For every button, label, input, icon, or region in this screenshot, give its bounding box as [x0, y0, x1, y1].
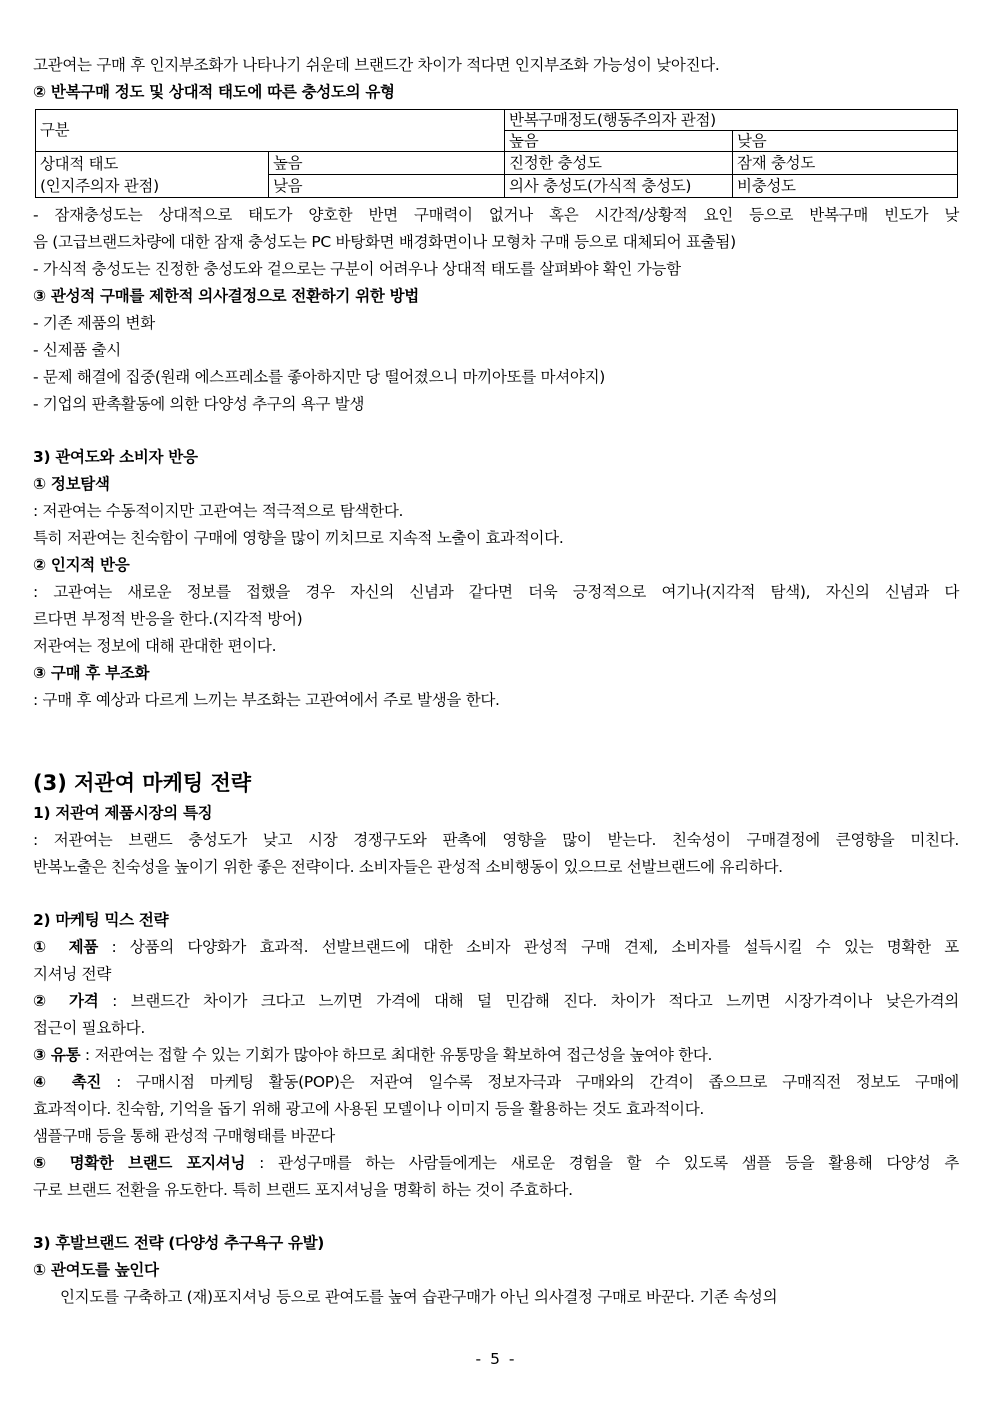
- list-item: - 신제품 출시: [33, 341, 121, 359]
- paragraph-line: [33, 1150, 959, 1177]
- paragraph-line: [33, 988, 959, 1015]
- subheading: ① 정보탐색: [33, 475, 110, 493]
- section-title: 2) 마케팅 믹스 전략: [33, 911, 169, 929]
- paragraph-line: - 가식적 충성도는 진정한 충성도와 겉으로는 구분이 어려우나 상대적 태도를 살펴봐야 확인 가능함: [33, 260, 681, 278]
- paragraph-line: 르다면 부정적 반응을 한다.(지각적 방어): [33, 610, 303, 628]
- paragraph-line: 샘플구매 등을 통해 관성적 구매형태를 바꾼다: [33, 1127, 335, 1145]
- item-text: : 구매시점 마케팅 활동(POP)은 저관여 일수록 정보자극과 구매와의 간격이 좁으므로 구매직전 정보도 구매에: [101, 1073, 959, 1091]
- subheading-loyalty-types: ② 반복구매 정도 및 상대적 태도에 따른 충성도의 유형: [33, 83, 395, 101]
- paragraph-line: : 구매 후 예상과 다르게 느끼는 부조화는 고관여에서 주로 발생을 한다.: [33, 691, 500, 709]
- table-row-high: 높음: [269, 152, 505, 175]
- item-text: : 관성구매를 하는 사람들에게는 새로운 경험을 할 수 있도록 샘플 등을 활용해 다양성 추: [245, 1154, 959, 1172]
- loyalty-table: [35, 109, 958, 198]
- paragraph-line: 접근이 필요하다.: [33, 1019, 145, 1037]
- attitude-label-line2: (인지주의자 관점): [40, 176, 159, 195]
- subheading: ② 인지적 반응: [33, 556, 130, 574]
- section-title: 3) 관여도와 소비자 반응: [33, 448, 198, 466]
- paragraph-line: 저관여는 정보에 대해 관대한 편이다.: [33, 637, 277, 655]
- paragraph-line: : 고관여는 새로운 정보를 접했을 경우 자신의 신념과 같다면 더욱 긍정적으로 여기나(지각적 탐색), 자신의 신념과 다: [33, 583, 959, 601]
- item-label: ④ 촉진: [33, 1073, 102, 1091]
- page-number: - 5 -: [475, 1350, 517, 1368]
- item-label: ① 제품: [33, 938, 98, 956]
- section-title: 3) 후발브랜드 전략 (다양성 추구욕구 유발): [33, 1234, 325, 1252]
- paragraph-line: [33, 934, 959, 961]
- item-label: ③ 유통: [33, 1046, 81, 1064]
- document-page: [33, 52, 959, 1311]
- paragraph-line: : 저관여는 수동적이지만 고관여는 적극적으로 탐색한다.: [33, 502, 404, 520]
- table-cell: 진정한 충성도: [505, 152, 733, 175]
- item-label: ② 가격: [33, 992, 99, 1010]
- table-header-high: 높음: [505, 131, 733, 152]
- table-row-label-attitude: [36, 152, 269, 198]
- paragraph-line: - 잠재충성도는 상대적으로 태도가 양호한 반면 구매력이 없거나 혹은 시간적/상황적 요인 등으로 반복구매 빈도가 낮: [33, 206, 959, 224]
- table-row-low: 낮음: [269, 175, 505, 198]
- chapter-title: (3) 저관여 마케팅 전략: [33, 771, 252, 795]
- paragraph-line: 구로 브랜드 전환을 유도한다. 특히 브랜드 포지셔닝을 명확히 하는 것이 주효하다.: [33, 1181, 573, 1199]
- paragraph-line: 특히 저관여는 친숙함이 구매에 영향을 많이 끼치므로 지속적 노출이 효과적이다.: [33, 529, 564, 547]
- subheading: ③ 구매 후 부조화: [33, 664, 150, 682]
- paragraph-line: [33, 1069, 959, 1096]
- paragraph-line: 고관여는 구매 후 인지부조화가 나타나기 쉬운데 브랜드간 차이가 적다면 인지부조화 가능성이 낮아진다.: [33, 56, 720, 74]
- paragraph-line: 반복노출은 친숙성을 높이기 위한 좋은 전략이다. 소비자들은 관성적 소비행동이 있으므로 선발브랜드에 유리하다.: [33, 858, 783, 876]
- paragraph-line: [33, 1042, 959, 1069]
- list-item: - 문제 해결에 집중(원래 에스프레소를 좋아하지만 당 떨어졌으니 마끼아또를 마셔야지): [33, 368, 605, 386]
- table-header-repurchase: 반복구매정도(행동주의자 관점): [505, 110, 958, 131]
- item-text: : 저관여는 접할 수 있는 기회가 많아야 하므로 최대한 유통망을 확보하여 접근성을 높여야 한다.: [80, 1046, 713, 1064]
- paragraph-line: 음 (고급브랜드차량에 대한 잠재 충성도는 PC 바탕화면 배경화면이나 모형차 구매 등으로 대체되어 표출됨): [33, 233, 736, 251]
- paragraph-line: 효과적이다. 친숙함, 기억을 돕기 위해 광고에 사용된 모델이나 이미지 등을 활용하는 것도 효과적이다.: [33, 1100, 705, 1118]
- paragraph-line: : 저관여는 브랜드 충성도가 낮고 시장 경쟁구도와 판촉에 영향을 많이 받는다. 친숙성이 구매결정에 큰영향을 미친다.: [33, 831, 959, 849]
- item-label: ⑤ 명확한 브랜드 포지셔닝: [33, 1154, 246, 1172]
- paragraph-line: 인지도를 구축하고 (재)포지셔닝 등으로 관여도를 높여 습관구매가 아닌 의사결정 구매로 바꾼다. 기존 속성의: [60, 1288, 778, 1306]
- list-item: - 기업의 판촉활동에 의한 다양성 추구의 욕구 발생: [33, 395, 365, 413]
- list-item: - 기존 제품의 변화: [33, 314, 155, 332]
- table-header-category: 구분: [36, 110, 505, 152]
- table-cell: 의사 충성도(가식적 충성도): [505, 175, 733, 198]
- subheading: ① 관여도를 높인다: [33, 1261, 159, 1279]
- table-cell: 비충성도: [733, 175, 958, 198]
- section-title: 1) 저관여 제품시장의 특징: [33, 804, 213, 822]
- item-text: : 상품의 다양화가 효과적. 선발브랜드에 대한 소비자 관성적 구매 견제, 소비자를 설득시킬 수 있는 명확한 포: [98, 938, 959, 956]
- item-text: : 브랜드간 차이가 크다고 느끼면 가격에 대해 덜 민감해 진다. 차이가 적다고 느끼면 시장가격이나 낮은가격의: [98, 992, 959, 1010]
- table-header-low: 낮음: [733, 131, 958, 152]
- attitude-label-line1: 상대적 태도: [40, 154, 118, 173]
- paragraph-line: 지셔닝 전략: [33, 965, 111, 983]
- subheading-inertia: ③ 관성적 구매를 제한적 의사결정으로 전환하기 위한 방법: [33, 287, 419, 305]
- table-cell: 잠재 충성도: [733, 152, 958, 175]
